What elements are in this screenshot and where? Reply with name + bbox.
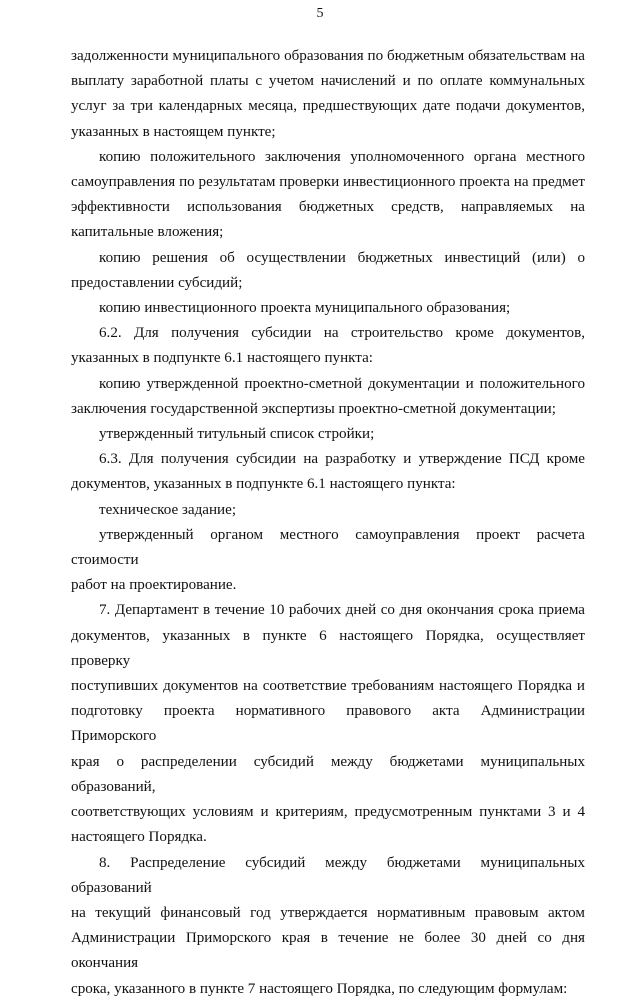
paragraph — [71, 422, 585, 447]
text-line: эффективности использования бюджетных средств, направляемых на — [71, 199, 585, 216]
text-line: капитальные вложения; — [71, 224, 224, 241]
text-line: документов, указанных в подпункте 6.1 настоящего пункта: — [71, 476, 456, 493]
paragraph — [71, 523, 585, 599]
text-line: документов, указанных в пункте 6 настоящего Порядка, осуществляет проверку — [71, 627, 585, 669]
text-line: поступивших документов на соответствие требованиям настоящего Порядка и — [71, 678, 585, 695]
text-line: заключения государственной экспертизы проектно-сметной документации; — [71, 400, 556, 417]
text-line: утвержденный титульный список стройки; — [99, 426, 375, 443]
text-line: работ на проектирование. — [71, 577, 237, 594]
paragraph — [71, 372, 585, 422]
paragraph — [71, 447, 585, 497]
paragraph — [71, 296, 585, 321]
text-line: настоящего Порядка. — [71, 829, 207, 846]
text-line: копию решения об осуществлении бюджетных инвестиций (или) о — [99, 249, 585, 266]
text-line: выплату заработной платы с учетом начислений и по оплате коммунальных — [71, 73, 585, 90]
text-line: копию инвестиционного проекта муниципального образования; — [99, 300, 511, 317]
text-line: подготовку проекта нормативного правового акта Администрации Приморского — [71, 703, 585, 745]
text-line: 6.2. Для получения субсидии на строительство кроме документов, — [99, 325, 585, 342]
paragraph — [71, 321, 585, 371]
page-number: 5 — [316, 6, 324, 21]
paragraph — [71, 246, 585, 296]
text-line: 6.3. Для получения субсидии на разработку и утверждение ПСД кроме — [99, 451, 585, 468]
text-line: копию положительного заключения уполномоченного органа местного — [99, 148, 585, 165]
paragraph — [71, 145, 585, 246]
text-line: услуг за три календарных месяца, предшествующих дате подачи документов, — [71, 98, 585, 115]
text-line: соответствующих условиям и критериям, предусмотренным пунктами 3 и 4 — [71, 804, 585, 821]
paragraph — [71, 851, 585, 1002]
text-line: указанных в настоящем пункте; — [71, 123, 276, 140]
text-line: указанных в подпункте 6.1 настоящего пункта: — [71, 350, 373, 367]
text-line: на текущий финансовый год утверждается нормативным правовым актом — [71, 904, 585, 921]
paragraph — [71, 44, 585, 145]
text-line: предоставлении субсидий; — [71, 274, 243, 291]
text-line: утвержденный органом местного самоуправления проект расчета стоимости — [71, 526, 585, 569]
text-line: 7. Департамент в течение 10 рабочих дней со дня окончания срока приема — [99, 602, 585, 619]
text-line: задолженности муниципального образования по бюджетным обязательствам на — [71, 48, 585, 64]
text-line: Администрации Приморского края в течение не более 30 дней со дня окончания — [71, 930, 585, 972]
document-body — [71, 44, 585, 1002]
text-line: копию утвержденной проектно-сметной документации и положительного — [99, 375, 585, 392]
text-line: срока, указанного в пункте 7 настоящего Порядка, по следующим формулам: — [71, 980, 568, 997]
paragraph — [71, 598, 585, 850]
text-line: техническое задание; — [99, 501, 237, 518]
paragraph — [71, 498, 585, 523]
text-line: края о распределении субсидий между бюджетами муниципальных образований, — [71, 753, 585, 795]
text-line: самоуправления по результатам проверки инвестиционного проекта на предмет — [71, 174, 585, 191]
text-line: 8. Распределение субсидий между бюджетами муниципальных образований — [71, 854, 585, 896]
